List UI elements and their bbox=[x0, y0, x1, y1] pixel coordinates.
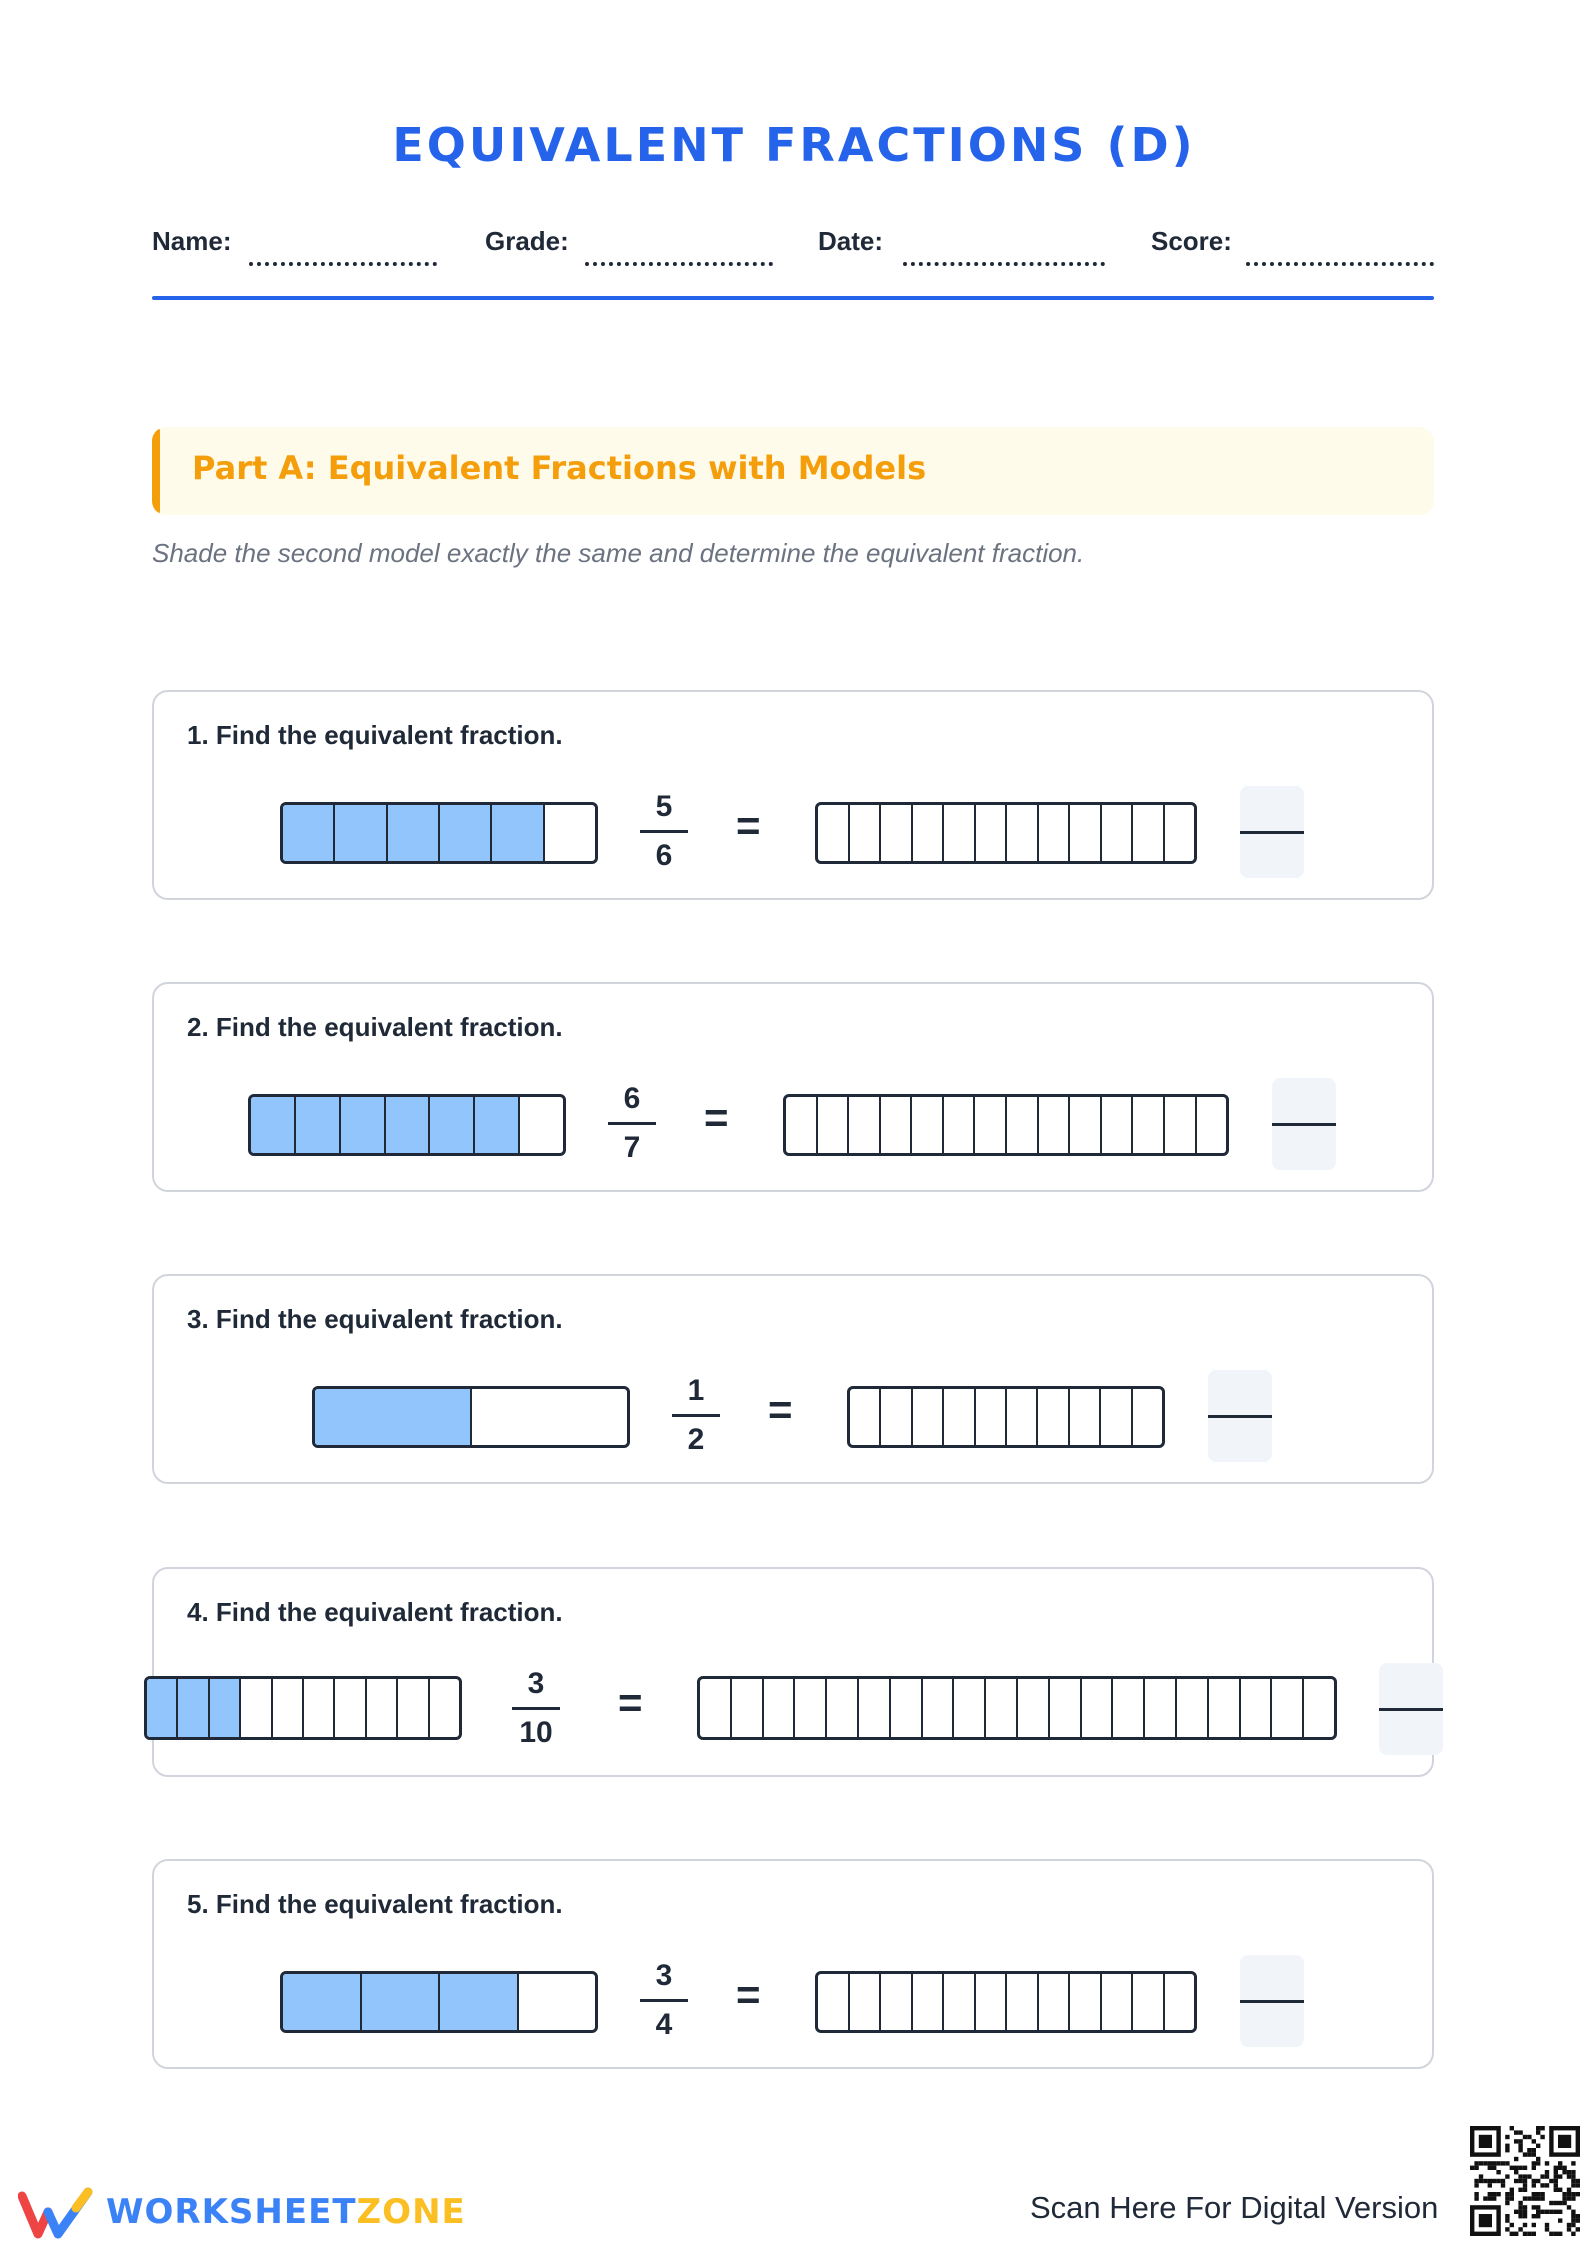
date-label: Date: bbox=[818, 226, 884, 256]
model-cell[interactable] bbox=[1133, 805, 1165, 861]
model-cell[interactable] bbox=[1082, 1679, 1114, 1737]
model-cell[interactable] bbox=[850, 1974, 882, 2030]
model-cell[interactable] bbox=[1272, 1679, 1304, 1737]
model-cell[interactable] bbox=[881, 1097, 913, 1153]
given-fraction bbox=[634, 789, 694, 874]
model-cell bbox=[519, 1974, 596, 2030]
model-cell bbox=[367, 1679, 398, 1737]
answer-fraction-line bbox=[1240, 831, 1304, 834]
model-cell[interactable] bbox=[1165, 805, 1195, 861]
model-cell bbox=[472, 1389, 627, 1445]
model-cell[interactable] bbox=[891, 1679, 923, 1737]
question-card bbox=[152, 1567, 1434, 1777]
fraction-denominator: 2 bbox=[687, 1423, 705, 1456]
fraction-numerator: 5 bbox=[655, 790, 673, 823]
model-cell bbox=[398, 1679, 429, 1737]
model-cell[interactable] bbox=[1007, 1389, 1038, 1445]
part-a-header bbox=[152, 427, 1434, 515]
model-cell bbox=[545, 805, 595, 861]
scan-text: Scan Here For Digital Version bbox=[1030, 2190, 1439, 2225]
model-cell[interactable] bbox=[1070, 1097, 1102, 1153]
brand-part-1: WORKSHEET bbox=[106, 2192, 357, 2232]
model-cell[interactable] bbox=[1039, 1974, 1071, 2030]
model-cell[interactable] bbox=[1304, 1679, 1334, 1737]
model-cell[interactable] bbox=[818, 1974, 850, 2030]
model-cell[interactable] bbox=[1007, 1974, 1039, 2030]
worksheetzone-logo bbox=[18, 2182, 466, 2242]
equals-sign: = bbox=[736, 802, 761, 849]
model-cell[interactable] bbox=[923, 1679, 955, 1737]
model-cell[interactable] bbox=[1007, 1097, 1039, 1153]
model-cell[interactable] bbox=[881, 1974, 913, 2030]
model-cell[interactable] bbox=[1039, 1097, 1071, 1153]
equals-sign: = bbox=[768, 1386, 793, 1433]
shaded-cell bbox=[210, 1679, 241, 1737]
model-cell[interactable] bbox=[1241, 1679, 1273, 1737]
part-a-title: Part A: Equivalent Fractions with Models bbox=[192, 449, 927, 487]
model-cell[interactable] bbox=[850, 805, 882, 861]
fraction-bar bbox=[640, 830, 688, 833]
fraction-bar bbox=[512, 1707, 560, 1710]
question-card bbox=[152, 1274, 1434, 1484]
model-cell[interactable] bbox=[1102, 1974, 1134, 2030]
shaded-cell bbox=[315, 1389, 472, 1445]
shaded-cell bbox=[147, 1679, 178, 1737]
model-cell[interactable] bbox=[1197, 1097, 1227, 1153]
given-fraction bbox=[634, 1958, 694, 2043]
fraction-denominator: 10 bbox=[519, 1716, 553, 1749]
model-cell[interactable] bbox=[1145, 1679, 1177, 1737]
shaded-cell bbox=[440, 805, 492, 861]
model-cell[interactable] bbox=[986, 1679, 1018, 1737]
shaded-cell bbox=[388, 805, 440, 861]
model-cell[interactable] bbox=[850, 1389, 881, 1445]
model-cell bbox=[335, 1679, 366, 1737]
name-field[interactable] bbox=[152, 226, 442, 270]
fraction-numerator: 1 bbox=[687, 1374, 705, 1407]
shaded-cell bbox=[430, 1097, 475, 1153]
grade-blank[interactable] bbox=[585, 262, 773, 266]
model-cell[interactable] bbox=[912, 1097, 944, 1153]
question-card bbox=[152, 1859, 1434, 2069]
shading-model[interactable] bbox=[815, 1971, 1197, 2033]
model-cell[interactable] bbox=[944, 1974, 976, 2030]
answer-fraction-box[interactable] bbox=[1240, 1955, 1304, 2047]
fraction-numerator: 3 bbox=[655, 1959, 673, 1992]
model-cell[interactable] bbox=[849, 1097, 881, 1153]
shading-model[interactable] bbox=[783, 1094, 1229, 1156]
model-cell[interactable] bbox=[1177, 1679, 1209, 1737]
model-cell[interactable] bbox=[818, 805, 850, 861]
model-cell[interactable] bbox=[913, 1974, 945, 2030]
model-cell[interactable] bbox=[881, 805, 913, 861]
model-cell[interactable] bbox=[913, 1389, 944, 1445]
model-cell[interactable] bbox=[1038, 1389, 1069, 1445]
question-card bbox=[152, 690, 1434, 900]
model-cell[interactable] bbox=[764, 1679, 796, 1737]
shading-model[interactable] bbox=[815, 802, 1197, 864]
given-fraction-model bbox=[312, 1386, 630, 1448]
given-fraction bbox=[506, 1666, 566, 1751]
model-cell[interactable] bbox=[1101, 1389, 1132, 1445]
model-cell[interactable] bbox=[954, 1679, 986, 1737]
given-fraction bbox=[666, 1373, 726, 1458]
model-cell[interactable] bbox=[818, 1097, 850, 1153]
fraction-numerator: 3 bbox=[527, 1667, 545, 1700]
model-cell[interactable] bbox=[944, 805, 976, 861]
fraction-bar bbox=[608, 1122, 656, 1125]
model-cell[interactable] bbox=[1165, 1974, 1195, 2030]
shaded-cell bbox=[283, 805, 335, 861]
model-cell bbox=[273, 1679, 304, 1737]
fraction-denominator: 6 bbox=[655, 839, 673, 872]
given-fraction-model bbox=[144, 1676, 462, 1740]
model-cell[interactable] bbox=[1018, 1679, 1050, 1737]
fraction-bar bbox=[640, 1999, 688, 2002]
given-fraction-model bbox=[280, 1971, 598, 2033]
equals-sign: = bbox=[736, 1971, 761, 2018]
model-cell[interactable] bbox=[1165, 1097, 1197, 1153]
fraction-numerator: 6 bbox=[623, 1082, 641, 1115]
model-cell[interactable] bbox=[1039, 805, 1071, 861]
brand-name bbox=[106, 2192, 466, 2232]
model-cell bbox=[520, 1097, 563, 1153]
question-label: 3. Find the equivalent fraction. bbox=[187, 1304, 563, 1334]
model-cell bbox=[304, 1679, 335, 1737]
fraction-denominator: 7 bbox=[623, 1131, 641, 1164]
shaded-cell bbox=[335, 805, 387, 861]
model-cell[interactable] bbox=[1102, 1097, 1134, 1153]
model-cell[interactable] bbox=[1050, 1679, 1082, 1737]
header-divider bbox=[152, 296, 1434, 300]
equals-sign: = bbox=[704, 1094, 729, 1141]
model-cell[interactable] bbox=[1070, 805, 1102, 861]
grade-label: Grade: bbox=[485, 226, 569, 256]
shaded-cell bbox=[341, 1097, 386, 1153]
given-fraction bbox=[602, 1081, 662, 1166]
model-cell[interactable] bbox=[975, 1097, 1007, 1153]
model-cell[interactable] bbox=[1133, 1974, 1165, 2030]
answer-fraction-box[interactable] bbox=[1208, 1370, 1272, 1462]
model-cell[interactable] bbox=[1133, 1389, 1162, 1445]
given-fraction-model bbox=[280, 802, 598, 864]
model-cell[interactable] bbox=[1070, 1389, 1101, 1445]
shaded-cell bbox=[296, 1097, 341, 1153]
model-cell[interactable] bbox=[1070, 1974, 1102, 2030]
answer-fraction-line bbox=[1379, 1708, 1443, 1711]
model-cell bbox=[241, 1679, 272, 1737]
question-label: 2. Find the equivalent fraction. bbox=[187, 1012, 563, 1042]
part-accent-bar bbox=[152, 427, 160, 515]
model-cell[interactable] bbox=[913, 805, 945, 861]
question-card bbox=[152, 982, 1434, 1192]
score-field[interactable] bbox=[1151, 226, 1434, 270]
shaded-cell bbox=[251, 1097, 296, 1153]
shaded-cell bbox=[178, 1679, 209, 1737]
model-cell[interactable] bbox=[859, 1679, 891, 1737]
name-label: Name: bbox=[152, 226, 232, 256]
shaded-cell bbox=[283, 1974, 362, 2030]
given-fraction-model bbox=[248, 1094, 566, 1156]
instructions: Shade the second model exactly the same and determine the equivalent fraction. bbox=[152, 538, 1085, 568]
model-cell[interactable] bbox=[944, 1097, 976, 1153]
answer-fraction-box[interactable] bbox=[1379, 1663, 1443, 1755]
date-field[interactable] bbox=[818, 226, 1118, 270]
qr-code-icon[interactable] bbox=[1470, 2126, 1580, 2236]
model-cell[interactable] bbox=[1113, 1679, 1145, 1737]
model-cell[interactable] bbox=[976, 805, 1008, 861]
score-blank[interactable] bbox=[1246, 262, 1434, 266]
shaded-cell bbox=[492, 805, 544, 861]
answer-fraction-line bbox=[1240, 2000, 1304, 2003]
shading-model[interactable] bbox=[847, 1386, 1165, 1448]
date-blank[interactable] bbox=[903, 262, 1105, 266]
page-title: EQUIVALENT FRACTIONS (D) bbox=[392, 118, 1196, 172]
logo-icon bbox=[18, 2182, 98, 2242]
brand-part-2: ZONE bbox=[356, 2192, 466, 2232]
model-cell[interactable] bbox=[786, 1097, 818, 1153]
score-label: Score: bbox=[1151, 226, 1232, 256]
model-cell[interactable] bbox=[1102, 805, 1134, 861]
fraction-bar bbox=[672, 1414, 720, 1417]
student-info-row bbox=[152, 226, 1434, 270]
answer-fraction-box[interactable] bbox=[1272, 1078, 1336, 1170]
shaded-cell bbox=[362, 1974, 441, 2030]
model-cell[interactable] bbox=[1007, 805, 1039, 861]
shaded-cell bbox=[475, 1097, 520, 1153]
model-cell[interactable] bbox=[795, 1679, 827, 1737]
model-cell bbox=[430, 1679, 459, 1737]
model-cell[interactable] bbox=[827, 1679, 859, 1737]
answer-fraction-line bbox=[1272, 1123, 1336, 1126]
model-cell[interactable] bbox=[976, 1389, 1007, 1445]
model-cell[interactable] bbox=[976, 1974, 1008, 2030]
answer-fraction-line bbox=[1208, 1415, 1272, 1418]
equals-sign: = bbox=[618, 1679, 643, 1726]
grade-field[interactable] bbox=[485, 226, 775, 270]
shaded-cell bbox=[386, 1097, 431, 1153]
model-cell[interactable] bbox=[944, 1389, 975, 1445]
shading-model[interactable] bbox=[697, 1676, 1337, 1740]
model-cell[interactable] bbox=[1209, 1679, 1241, 1737]
question-label: 4. Find the equivalent fraction. bbox=[187, 1597, 563, 1627]
model-cell[interactable] bbox=[700, 1679, 732, 1737]
fraction-denominator: 4 bbox=[655, 2008, 673, 2041]
model-cell[interactable] bbox=[732, 1679, 764, 1737]
shaded-cell bbox=[440, 1974, 519, 2030]
model-cell[interactable] bbox=[881, 1389, 912, 1445]
name-blank[interactable] bbox=[249, 262, 437, 266]
question-label: 5. Find the equivalent fraction. bbox=[187, 1889, 563, 1919]
model-cell[interactable] bbox=[1133, 1097, 1165, 1153]
answer-fraction-box[interactable] bbox=[1240, 786, 1304, 878]
question-label: 1. Find the equivalent fraction. bbox=[187, 720, 563, 750]
